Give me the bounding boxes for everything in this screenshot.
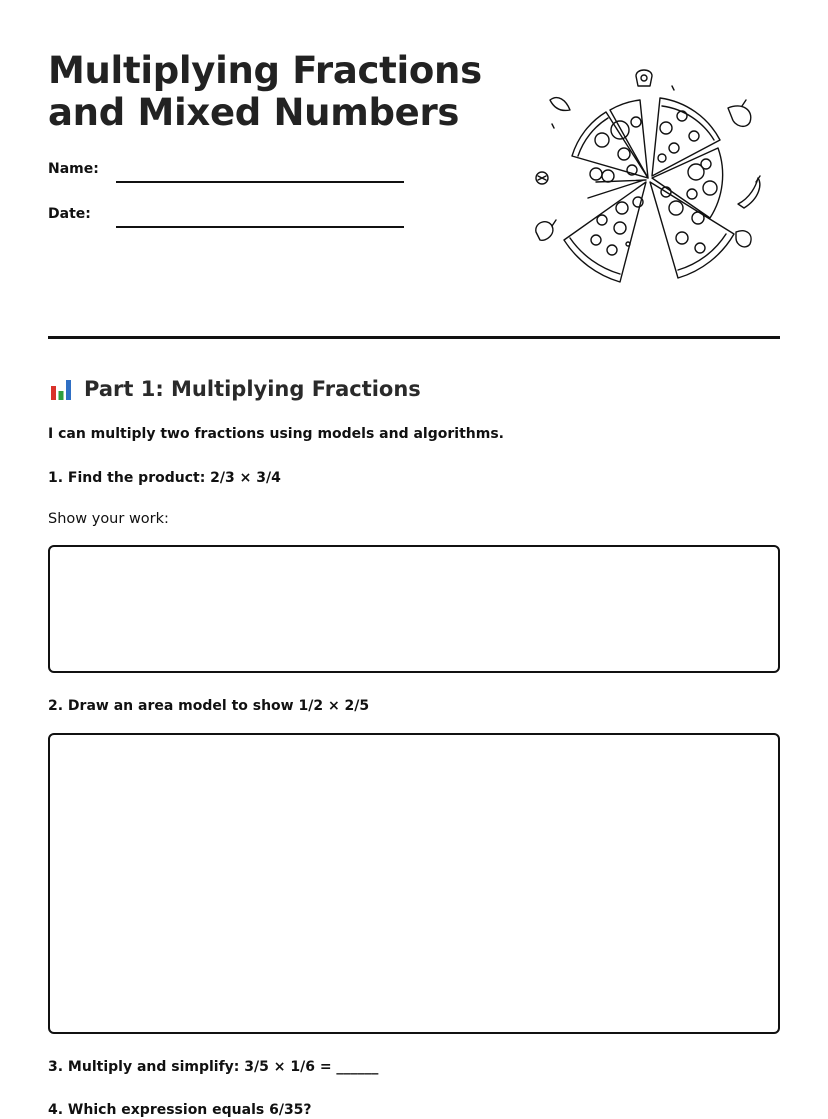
mushroom-topping-icon [636,70,652,86]
name-label: Name: [48,161,99,177]
pizza-slice [564,182,646,282]
date-label: Date: [48,206,91,222]
question-2-prompt: 2. Draw an area model to show 1/2 × 2/5 [48,698,370,714]
worksheet-title [48,50,482,134]
learning-objective: I can multiply two fractions using models and algorithms. [48,426,504,442]
question-1-work-box[interactable] [48,545,780,673]
pepper-piece-icon [736,231,751,247]
title-line-2: and Mixed Numbers [48,91,460,134]
name-write-line[interactable] [116,181,404,183]
garlic-topping-icon [536,220,556,240]
date-write-line[interactable] [116,226,404,228]
chili-topping-icon [738,176,760,208]
question-1-prompt: 1. Find the product: 2/3 × 3/4 [48,470,281,486]
leaf-topping-icon [550,98,570,111]
header-divider [48,336,780,339]
part1-heading [48,374,421,404]
show-work-label: Show your work: [48,511,169,527]
pizza-slice [652,98,720,176]
pizza-illustration [528,64,768,304]
question-2-drawing-box[interactable] [48,733,780,1034]
name-field[interactable] [48,160,408,184]
date-field[interactable] [48,205,408,229]
title-line-1: Multiplying Fractions [48,49,482,92]
pepper-topping-icon [728,100,751,126]
part1-heading-text: Part 1: Multiplying Fractions [84,377,421,401]
question-3-prompt: 3. Multiply and simplify: 3/5 × 1/6 = ______ [48,1059,379,1075]
pizza-slice [652,148,723,218]
tomato-topping-icon [536,172,548,184]
bar-chart-icon [48,376,74,402]
question-4-prompt: 4. Which expression equals 6/35? [48,1102,312,1118]
